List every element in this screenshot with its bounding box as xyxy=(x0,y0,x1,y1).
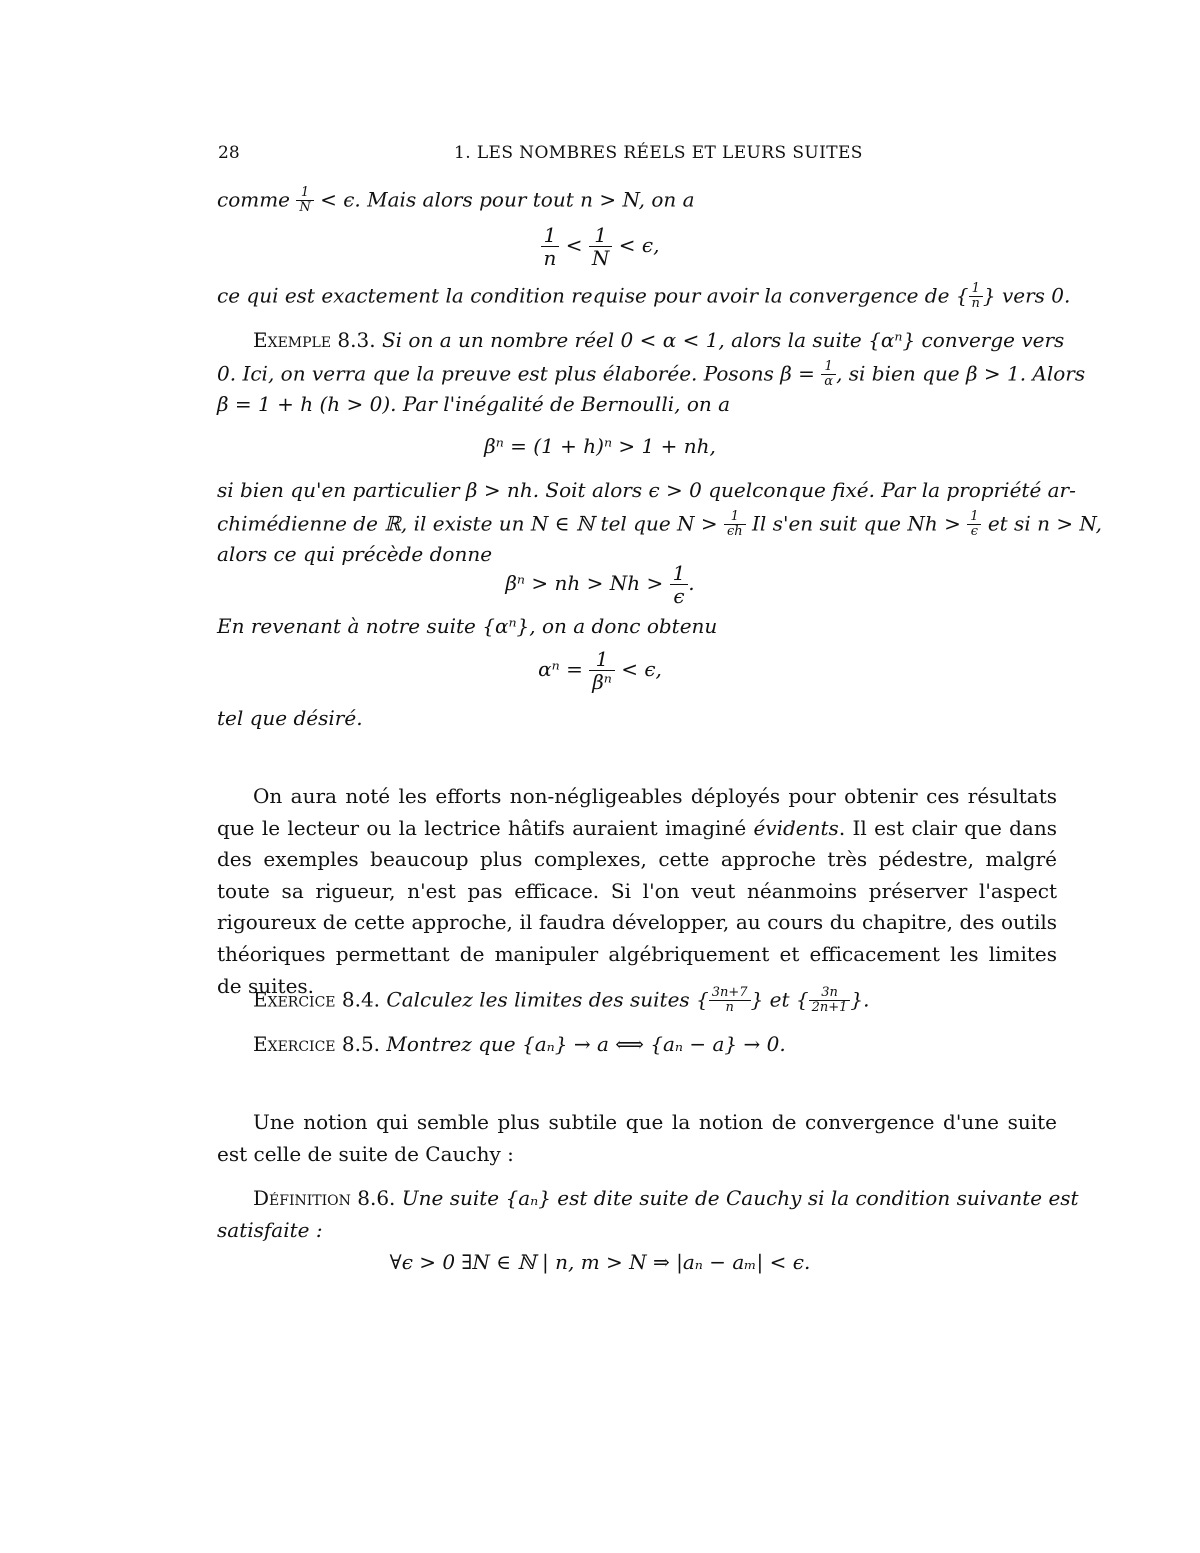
text-span: ce qui est exactement la condition requise pour avoir la convergence de { xyxy=(217,283,969,308)
fraction-numerator: 1 xyxy=(541,224,560,247)
text-span: < ϵ, xyxy=(614,657,662,681)
fraction-denominator: ϵh xyxy=(727,524,743,540)
fraction-numerator: 3n+7 xyxy=(709,986,751,1001)
fraction-numerator: 1 xyxy=(821,360,836,375)
text-span: Il s'en suit que Nh > xyxy=(745,511,968,536)
fraction-numerator: 3n xyxy=(809,986,851,1001)
fraction-denominator: α xyxy=(824,374,834,390)
equation xyxy=(0,224,1200,269)
fraction-numerator: 1 xyxy=(724,510,746,525)
text-span: Calculez les limites des suites { xyxy=(386,987,709,1012)
text-line: si bien qu'en particulier β > nh. Soit alors ϵ > 0 quelconque fixé. Par la propriété ar- xyxy=(217,478,1076,502)
equation: βⁿ = (1 + h)ⁿ > 1 + nh, xyxy=(484,434,716,458)
example-heading-line xyxy=(253,328,1064,352)
definition-label: Définition 8.6. xyxy=(253,1186,396,1210)
text-span: }. xyxy=(850,987,870,1012)
text-span: On aura noté les efforts non-négligeables déployés pour obtenir ces résultats que le lecteur ou la lectrice hâtifs auraient imaginé xyxy=(217,784,1057,840)
fraction xyxy=(541,224,560,269)
text-span: Montrez que {aₙ} → a ⟺ {aₙ − a} → 0. xyxy=(386,1032,786,1056)
fraction-denominator: 2n+1 xyxy=(811,1000,848,1016)
fraction-denominator: N xyxy=(591,246,610,270)
fraction xyxy=(670,562,689,607)
text-span: chimédienne de ℝ, il existe un N ∈ ℕ tel que N > xyxy=(217,511,725,536)
fraction xyxy=(969,282,983,312)
fraction xyxy=(967,510,981,540)
definition-heading-line xyxy=(253,1186,1079,1210)
text-span: < ϵ, xyxy=(612,233,660,257)
exercise-label: Exercice 8.4. xyxy=(253,987,381,1012)
text-line: satisfaite : xyxy=(217,1218,323,1242)
fraction-numerator: 1 xyxy=(296,186,313,201)
text-span: < ϵ. Mais alors pour tout n > N, on a xyxy=(313,187,695,212)
fraction-denominator: n xyxy=(725,1000,734,1016)
equation: ∀ϵ > 0 ∃N ∈ ℕ | n, m > N ⇒ |aₙ − aₘ| < ϵ. xyxy=(389,1250,811,1274)
text-line xyxy=(217,360,1085,390)
page-number: 28 xyxy=(218,143,240,163)
fraction-denominator: n xyxy=(543,246,557,270)
text-line: tel que désiré. xyxy=(217,706,363,730)
fraction-numerator: 1 xyxy=(589,224,613,247)
text-line: En revenant à notre suite {αⁿ}, on a donc obtenu xyxy=(217,614,718,638)
exercise-line xyxy=(253,1032,786,1056)
text-line xyxy=(217,510,1102,540)
text-span: 0. Ici, on verra que la preuve est plus élaborée. Posons β = xyxy=(217,361,822,386)
emphasis: évidents xyxy=(753,815,839,840)
fraction-denominator: ϵ xyxy=(970,524,978,540)
text-span: et si n > N, xyxy=(981,511,1103,536)
equation xyxy=(0,648,1200,693)
fraction xyxy=(296,186,313,216)
fraction-numerator: 1 xyxy=(967,510,981,525)
text-span: βⁿ > nh > Nh > xyxy=(505,571,670,595)
text-span: . Il est clair que dans des exemples beaucoup plus complexes, cette approche très pédestre, malgré toute sa rigueur, n'est pas efficace. Si l'on veut néanmoins préserver l'aspect rigoureux de cette approche, il faudra développer, au cours du chapitre, des outils théoriques permettant de manipuler algébriquement et efficacement les limites de suites. xyxy=(217,815,1057,998)
text-line xyxy=(217,282,1070,312)
exercise-label: Exercice 8.5. xyxy=(253,1032,381,1056)
equation xyxy=(0,562,1200,607)
fraction-denominator: n xyxy=(971,296,980,312)
exercise-line xyxy=(253,986,870,1016)
running-title: 1. LES NOMBRES RÉELS ET LEURS SUITES xyxy=(454,143,863,163)
text-span: } et { xyxy=(750,987,809,1012)
fraction-denominator: N xyxy=(299,200,311,216)
text-line xyxy=(217,186,695,216)
text-line: β = 1 + h (h > 0). Par l'inégalité de Bernoulli, on a xyxy=(217,392,731,416)
text-span: . xyxy=(688,571,695,595)
text-line: alors ce qui précède donne xyxy=(217,542,493,566)
fraction xyxy=(709,986,751,1016)
text-span: < xyxy=(559,233,589,257)
fraction-numerator: 1 xyxy=(969,282,983,297)
fraction-numerator: 1 xyxy=(589,648,615,671)
fraction-denominator: ϵ xyxy=(673,584,685,608)
text-span: αⁿ = xyxy=(538,657,590,681)
fraction xyxy=(724,510,746,540)
body-paragraph xyxy=(217,781,1057,1002)
text-span: Une suite {aₙ} est dite suite de Cauchy si la condition suivante est xyxy=(401,1186,1079,1210)
body-paragraph: Une notion qui semble plus subtile que la notion de convergence d'une suite est celle de suite de Cauchy : xyxy=(217,1110,1057,1166)
text-span: } vers 0. xyxy=(982,283,1071,308)
fraction-numerator: 1 xyxy=(670,562,689,585)
fraction xyxy=(589,648,615,693)
text-span: Si on a un nombre réel 0 < α < 1, alors la suite {αⁿ} converge vers xyxy=(381,328,1065,352)
example-label: Exemple 8.3. xyxy=(253,328,376,352)
fraction xyxy=(809,986,851,1016)
text-span: comme xyxy=(217,187,297,212)
fraction xyxy=(589,224,613,269)
fraction xyxy=(821,360,836,390)
fraction-denominator: βⁿ xyxy=(592,670,612,694)
text-span: , si bien que β > 1. Alors xyxy=(836,361,1086,386)
